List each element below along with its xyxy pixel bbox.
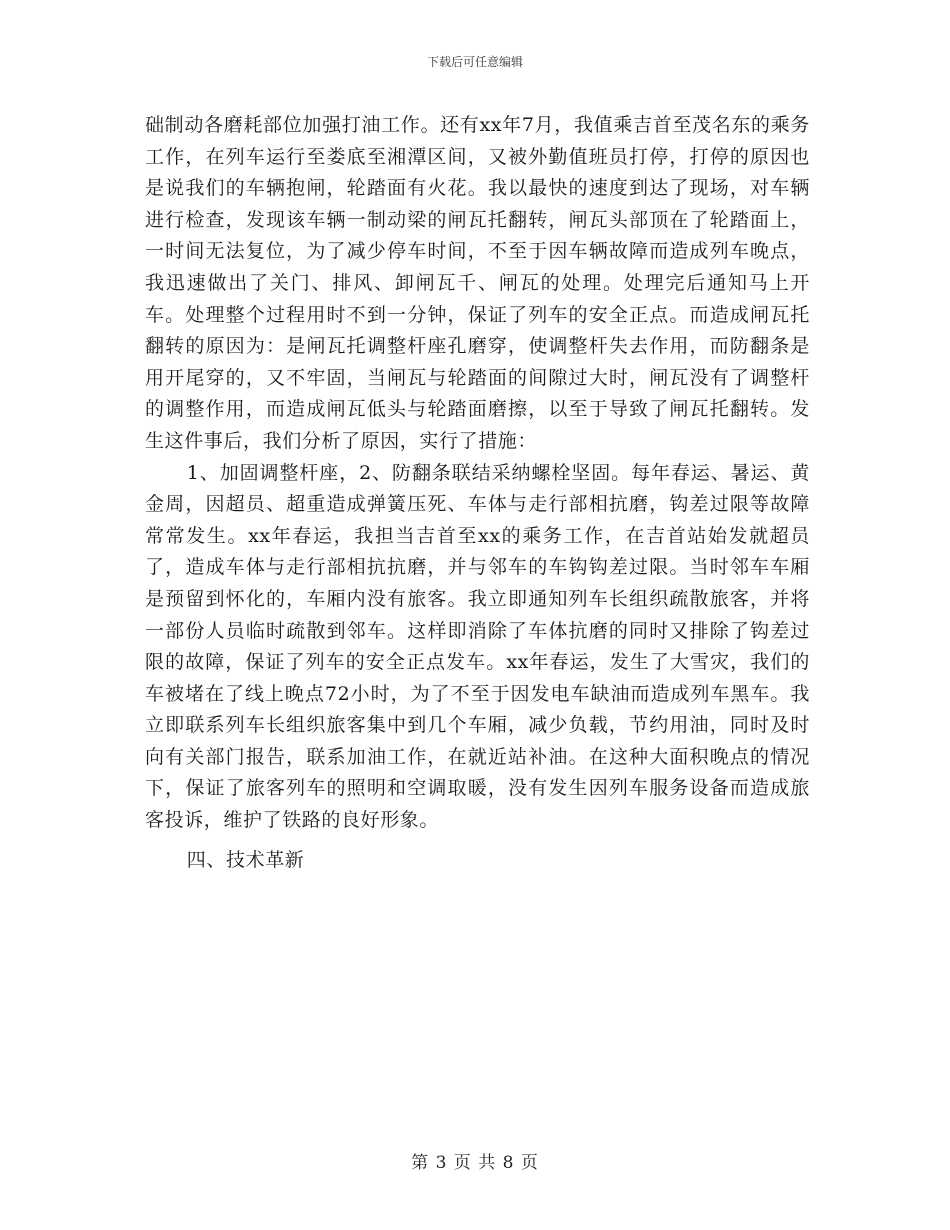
document-body	[145, 110, 810, 876]
section-heading-tech-innovation: 四、技术革新	[186, 848, 305, 871]
page-header-note: 下载后可任意编辑	[426, 55, 523, 69]
paragraph-measures: 1、加固调整杆座，2、防翻条联结采纳螺栓坚固。每年春运、暑运、黄金周，因超员、超重造成弹簧压死、车体与走行部相抗磨，钩差过限等故障常常发生。xx年春运，我担当吉首至xx的乘务工作，在吉首站始发就超员了，造成车体与走行部相抗抗磨，并与邻车的车钩钩差过限。当时邻车车厢是预留到怀化的，车厢内没有旅客。我立即通知列车长组织疏散旅客，并将一部份人员临时疏散到邻车。这样即消除了车体抗磨的同时又排除了钩差过限的故障，保证了列车的安全正点发车。xx年春运，发生了大雪灾，我们的车被堵在了线上晚点72小时，为了不至于因发电车缺油而造成列车黑车。我立即联系列车长组织旅客集中到几个车厢，减少负载，节约用油，同时及时向有关部门报告，联系加油工作，在就近站补油。在这种大面积晚点的情况下，保证了旅客列车的照明和空调取暖，没有发生因列车服务设备而造成旅客投诉，维护了铁路的良好形象。	[145, 461, 810, 832]
paragraph-brake-incident: 础制动各磨耗部位加强打油工作。还有xx年7月，我值乘吉首至茂名东的乘务工作，在列车运行至娄底至湘潭区间，又被外勤值班员打停，打停的原因也是说我们的车辆抱闸，轮踏面有火花。我以最快的速度到达了现场，对车辆进行检查，发现该车辆一制动梁的闸瓦托翻转，闸瓦头部顶在了轮踏面上，一时间无法复位，为了减少停车时间，不至于因车辆故障而造成列车晚点，我迅速做出了关门、排风、卸闸瓦千、闸瓦的处理。处理完后通知马上开车。处理整个过程用时不到一分钟，保证了列车的安全正点。而造成闸瓦托翻转的原因为：是闸瓦托调整杆座孔磨穿，使调整杆失去作用，而防翻条是用开尾穿的，又不牢固，当闸瓦与轮踏面的间隙过大时，闸瓦没有了调整杆的调整作用，而造成闸瓦低头与轮踏面磨擦，以至于导致了闸瓦托翻转。发生这件事后，我们分析了原因，实行了措施：	[145, 114, 810, 452]
page-number-footer: 第 3 页 共 8 页	[411, 1153, 539, 1173]
